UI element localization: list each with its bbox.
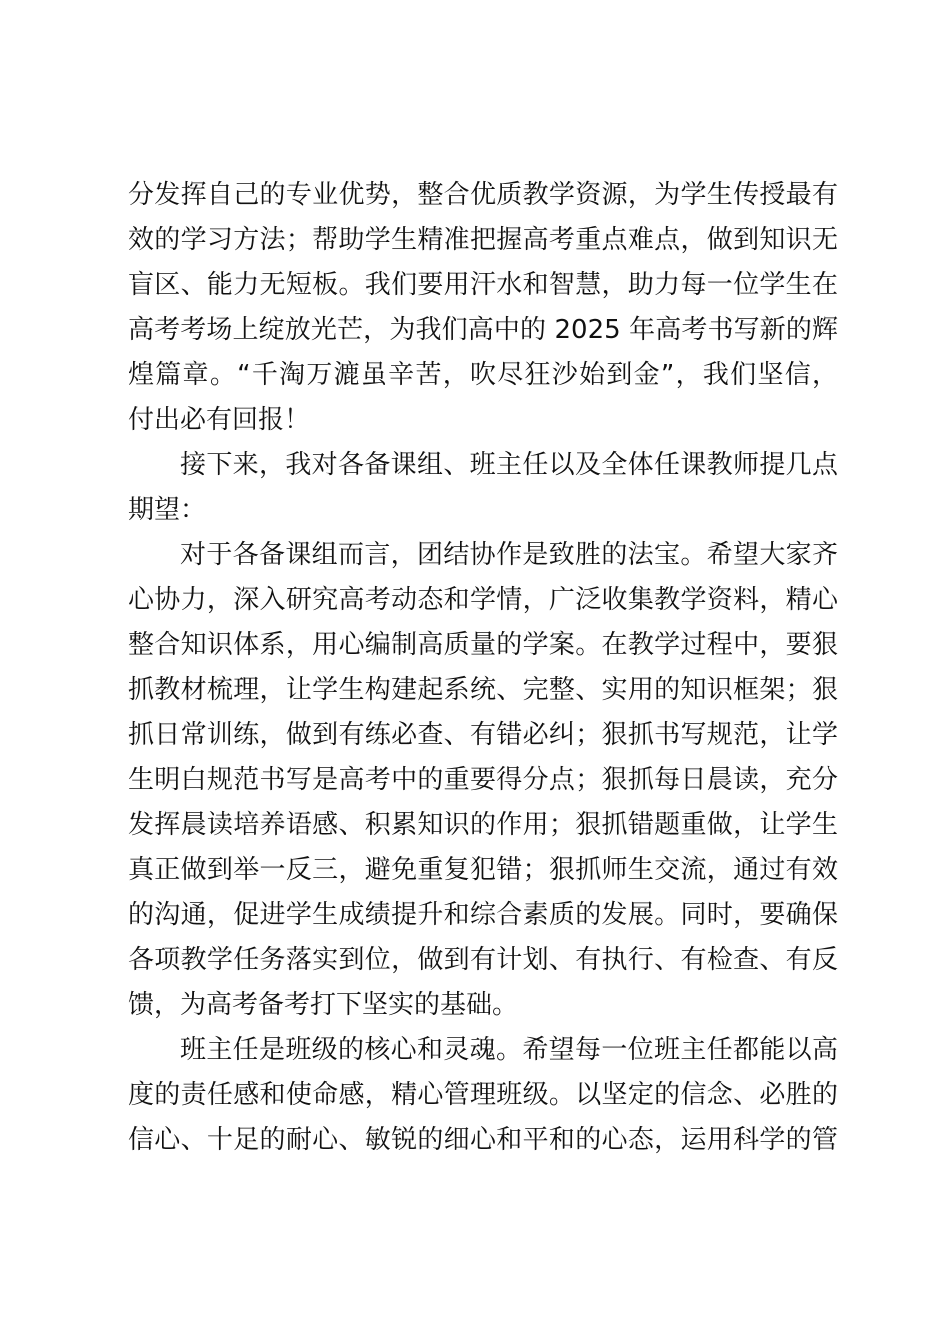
document-body — [128, 173, 838, 1163]
text-line: 抓教材梳理，让学生构建起系统、完整、实用的知识框架；狠 — [128, 675, 838, 705]
text-line: 各项教学任务落实到位，做到有计划、有执行、有检查、有反 — [128, 945, 838, 975]
text-line: 心协力，深入研究高考动态和学情，广泛收集教学资料，精心 — [128, 585, 838, 615]
text-line: 付出必有回报！ — [128, 405, 311, 435]
text-line: 分发挥自己的专业优势，整合优质教学资源，为学生传授最有 — [128, 180, 838, 210]
text-line: 生明白规范书写是高考中的重要得分点；狠抓每日晨读，充分 — [128, 765, 838, 795]
text-line: 的沟通，促进学生成绩提升和综合素质的发展。同时，要确保 — [128, 900, 838, 930]
paragraph — [128, 1028, 838, 1163]
text-line: 盲区、能力无短板。我们要用汗水和智慧，助力每一位学生在 — [128, 270, 838, 300]
text-line: 度的责任感和使命感，精心管理班级。以坚定的信念、必胜的 — [128, 1080, 838, 1110]
paragraph — [128, 173, 838, 443]
text-line: 发挥晨读培养语感、积累知识的作用；狠抓错题重做，让学生 — [128, 810, 838, 840]
text-line: 效的学习方法；帮助学生精准把握高考重点难点，做到知识无 — [128, 225, 838, 255]
text-line: 期望： — [128, 495, 207, 525]
text-line: 真正做到举一反三，避免重复犯错；狠抓师生交流，通过有效 — [128, 855, 838, 885]
text-line: 整合知识体系，用心编制高质量的学案。在教学过程中，要狠 — [128, 630, 838, 660]
text-line: 接下来，我对各备课组、班主任以及全体任课教师提几点 — [180, 450, 838, 480]
text-line: 煌篇章。“千淘万漉虽辛苦，吹尽狂沙始到金”，我们坚信， — [128, 360, 838, 390]
text-line: 信心、十足的耐心、敏锐的细心和平和的心态，运用科学的管 — [128, 1125, 838, 1155]
text-line: 高考考场上绽放光芒，为我们高中的 2025 年高考书写新的辉 — [128, 315, 838, 345]
text-line: 馈，为高考备考打下坚实的基础。 — [128, 990, 519, 1020]
text-line: 抓日常训练，做到有练必查、有错必纠；狠抓书写规范，让学 — [128, 720, 838, 750]
text-line: 班主任是班级的核心和灵魂。希望每一位班主任都能以高 — [180, 1035, 838, 1065]
paragraph — [128, 533, 838, 1028]
paragraph — [128, 443, 838, 533]
text-line: 对于各备课组而言，团结协作是致胜的法宝。希望大家齐 — [180, 540, 838, 570]
